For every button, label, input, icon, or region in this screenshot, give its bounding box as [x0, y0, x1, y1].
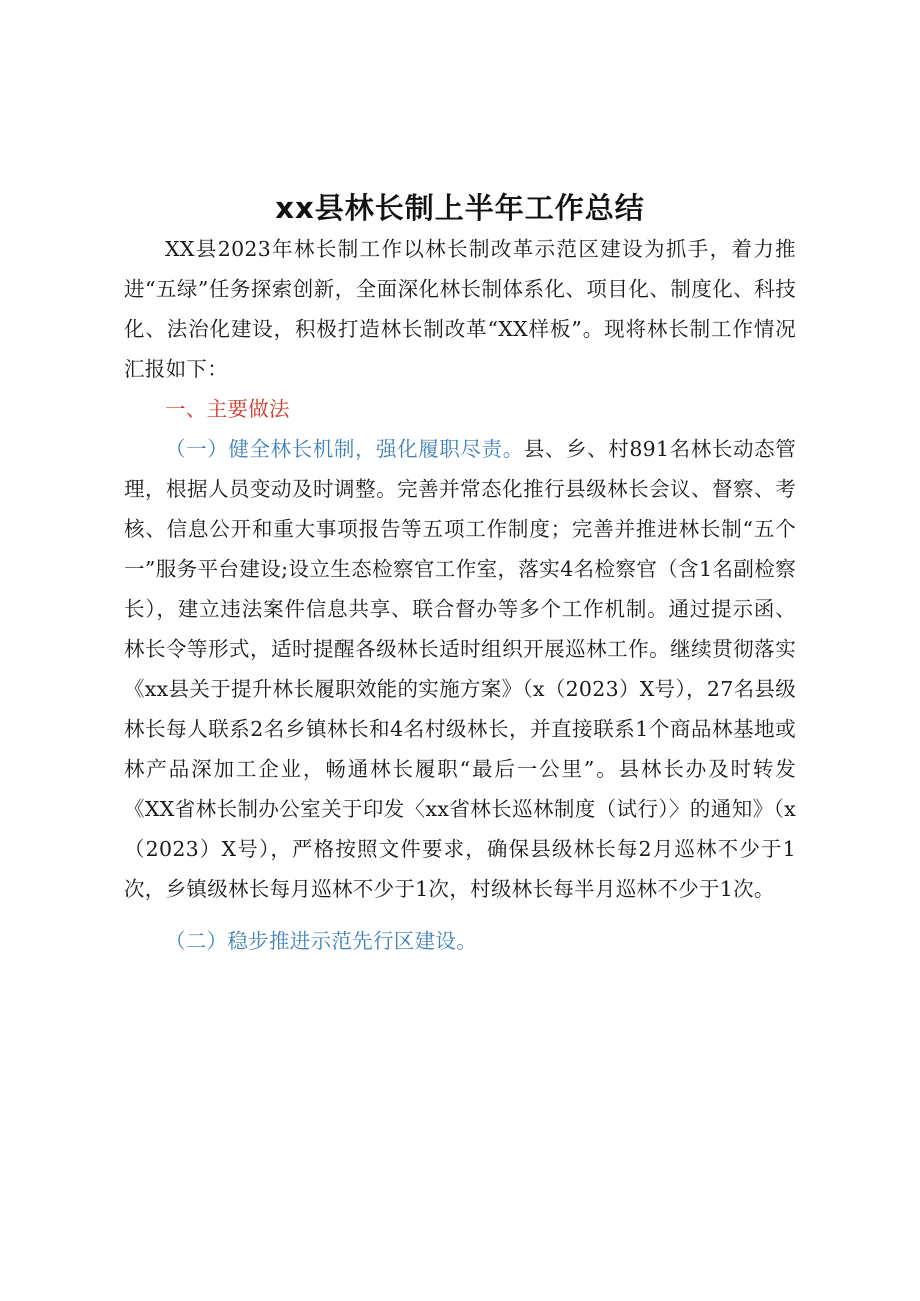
section-heading-main-practices: 一、主要做法	[165, 397, 290, 421]
subsection-1-body: 县、乡、村891名林长动态管理，根据人员变动及时调整。完善并常态化推行县级林长会议、督察、考核、信息公开和重大事项报告等五项工作制度；完善并推进林长制“五个一”服务平台建设;设立生态检察官工作室，落实4名检察官（含1名副检察长），建立违法案件信息共享、联合督办等多个工作机制。通过提示函、林长令等形式，适时提醒各级林长适时组织开展巡林工作。继续贯彻落实《xx县关于提升林长履职效能的实施方案》（x（2023）X号），27名县级林长每人联系2名乡镇林长和4名村级林长，并直接联系1个商品林基地或林产品深加工企业，畅通林长履职“最后一公里”。县林长办及时转发《XX省林长制办公室关于印发〈xx省林长巡林制度（试行）〉的通知》（x（2023）X号），严格按照文件要求，确保县级林长每2月巡林不少于1次，乡镇级林长每月巡林不少于1次，村级林长每半月巡林不少于1次。	[124, 437, 797, 901]
document-body	[124, 229, 796, 961]
subsection-2-heading: （二）稳步推进示范先行区建设。	[165, 929, 477, 953]
intro-paragraph: XX县2023年林长制工作以林长制改革示范区建设为抓手，着力推进“五绿”任务探索创新，全面深化林长制体系化、项目化、制度化、科技化、法治化建设，积极打造林长制改革“XX样板”。现将林长制工作情况汇报如下：	[124, 237, 796, 381]
subsection-1-paragraph	[124, 429, 796, 909]
subsection-1-heading: （一）健全林长机制，强化履职尽责。	[165, 437, 524, 461]
paragraph-spacer	[124, 909, 796, 921]
document-title: xx县林长制上半年工作总结	[275, 191, 645, 225]
